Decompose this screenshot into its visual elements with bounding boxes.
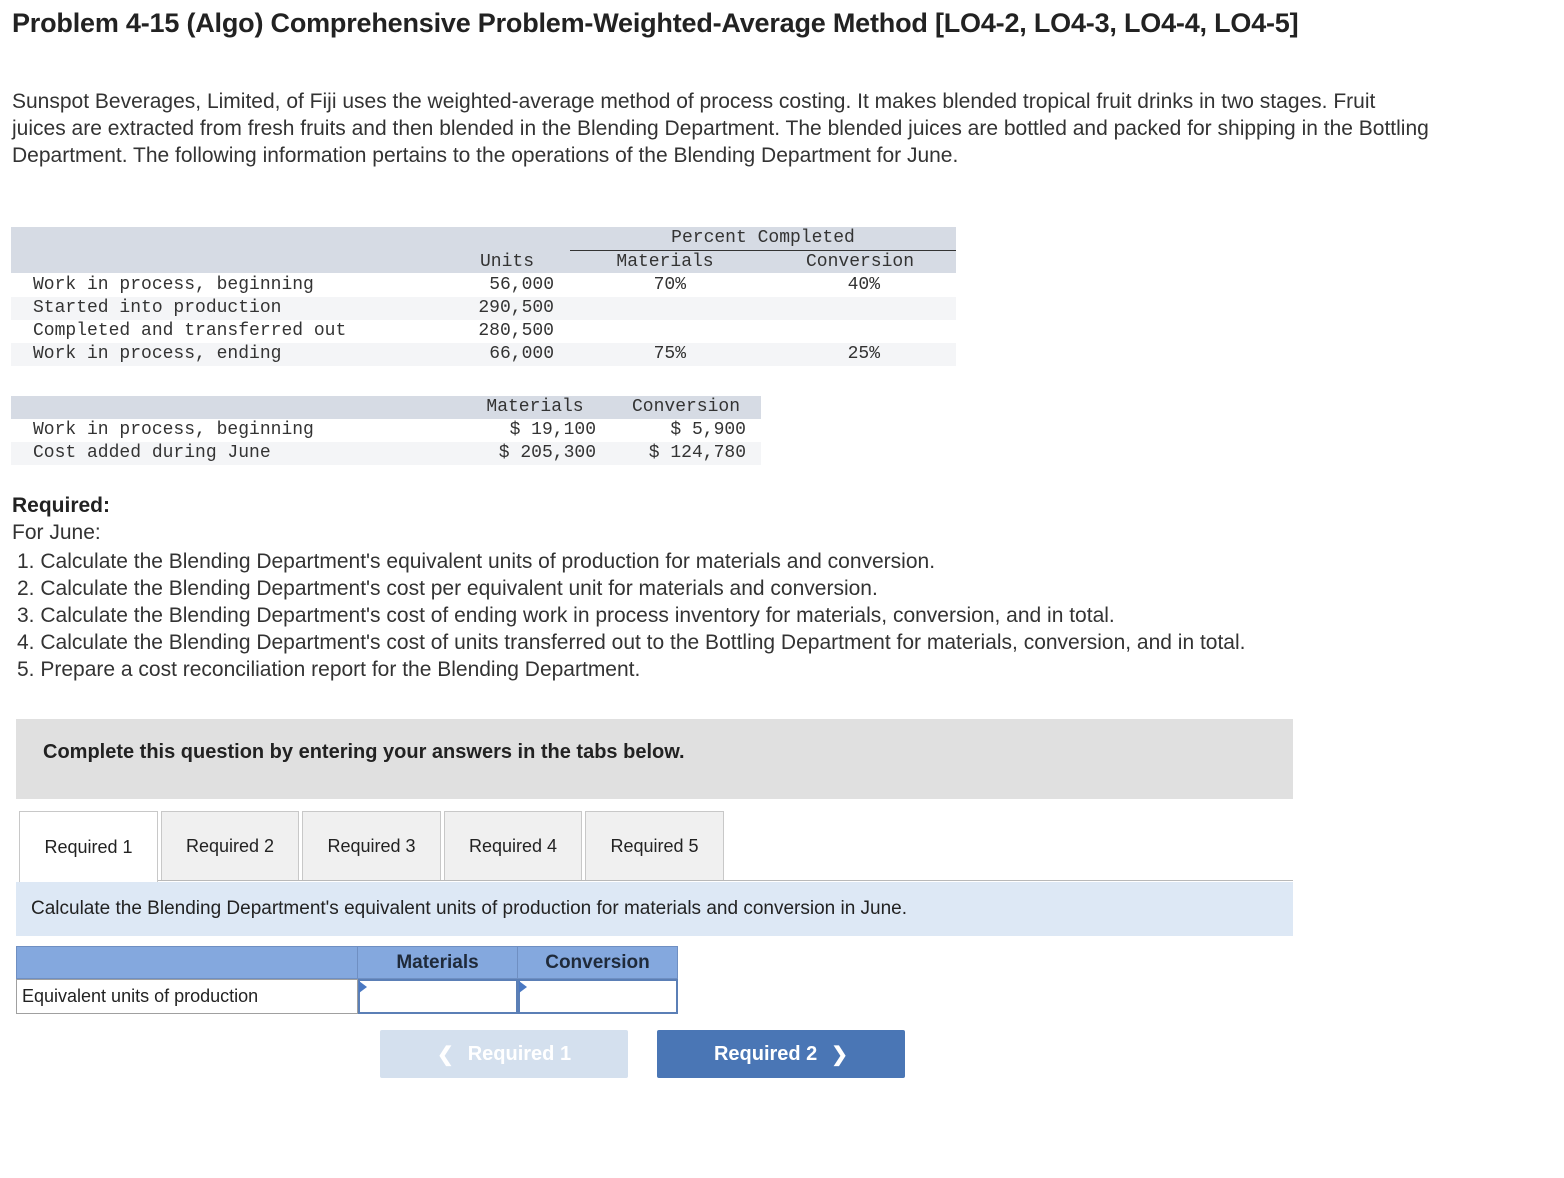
list-item: 4. Calculate the Blending Department's cost of units transferred out to the Bottling Department for materials, conversion, and in total. bbox=[17, 631, 1246, 654]
tab-required-3[interactable]: Required 3 bbox=[302, 811, 441, 881]
row-label: Completed and transferred out bbox=[33, 321, 347, 341]
conversion-column-header: Conversion bbox=[805, 252, 915, 272]
materials-cost: $ 19,100 bbox=[509, 420, 596, 440]
tab-required-2[interactable]: Required 2 bbox=[161, 811, 299, 881]
tab-instruction bbox=[16, 882, 1293, 936]
answer-materials-header: Materials bbox=[357, 946, 518, 979]
cost-conversion-header: Conversion bbox=[631, 397, 741, 417]
tab-required-4[interactable]: Required 4 bbox=[444, 811, 582, 881]
row-label: Work in process, beginning bbox=[33, 275, 314, 295]
required-list bbox=[17, 548, 1246, 683]
conversion-cost: $ 5,900 bbox=[670, 420, 746, 440]
tab-instruction-text: Calculate the Blending Department's equivalent units of production for materials and conversion in June. bbox=[31, 898, 908, 919]
answer-conversion-header: Conversion bbox=[517, 946, 678, 979]
conversion-percent: 25% bbox=[847, 344, 880, 364]
previous-button-label: Required 1 bbox=[467, 1042, 572, 1065]
previous-required-button[interactable] bbox=[380, 1030, 628, 1078]
row-label: Work in process, beginning bbox=[33, 420, 314, 440]
instruction-banner bbox=[16, 719, 1293, 799]
materials-cost: $ 205,300 bbox=[498, 443, 596, 463]
units-column-header: Units bbox=[479, 252, 534, 272]
units-value: 66,000 bbox=[489, 344, 554, 364]
tab-required-5[interactable]: Required 5 bbox=[585, 811, 724, 881]
required-subheading: For June: bbox=[12, 521, 101, 544]
next-button-label: Required 2 bbox=[713, 1042, 818, 1065]
materials-percent: 75% bbox=[653, 344, 686, 364]
input-marker-icon bbox=[359, 981, 367, 993]
conversion-cost: $ 124,780 bbox=[648, 443, 746, 463]
row-label: Started into production bbox=[33, 298, 282, 318]
units-value: 280,500 bbox=[478, 321, 554, 341]
next-required-button[interactable] bbox=[657, 1030, 905, 1078]
list-item: 5. Prepare a cost reconciliation report for the Blending Department. bbox=[17, 658, 641, 681]
equivalent-units-label: Equivalent units of production bbox=[16, 979, 358, 1014]
units-value: 290,500 bbox=[478, 298, 554, 318]
tab-required-1[interactable]: Required 1 bbox=[19, 811, 158, 883]
units-value: 56,000 bbox=[489, 275, 554, 295]
banner-text: Complete this question by entering your answers in the tabs below. bbox=[43, 741, 685, 763]
required-heading: Required: bbox=[12, 494, 111, 517]
page-title: Problem 4-15 (Algo) Comprehensive Problem-Weighted-Average Method [LO4-2, LO4-3, LO4-4, LO4-5] bbox=[12, 8, 1299, 38]
chevron-right-icon: ❯ bbox=[831, 1043, 849, 1066]
input-marker-icon bbox=[519, 981, 527, 993]
chevron-left-icon: ❮ bbox=[436, 1043, 454, 1066]
materials-column-header: Materials bbox=[616, 252, 714, 272]
cost-materials-header: Materials bbox=[486, 397, 584, 417]
row-label: Work in process, ending bbox=[33, 344, 282, 364]
conversion-percent: 40% bbox=[847, 275, 880, 295]
conversion-equivalent-units-input[interactable] bbox=[518, 979, 678, 1014]
problem-intro: Sunspot Beverages, Limited, of Fiji uses the weighted-average method of process costing. It makes blended tropical fruit drinks in two stages. Fruit juices are extracted from fresh fruits and then blended in the Blending Department. The blended juices are bottled and packed for shipping in the Bottling Department. The following information pertains to the operations of the Blending Department for June. bbox=[12, 90, 1429, 167]
tab-divider bbox=[158, 880, 1293, 881]
materials-percent: 70% bbox=[653, 275, 686, 295]
answer-header-blank bbox=[16, 946, 358, 979]
list-item: 3. Calculate the Blending Department's cost of ending work in process inventory for materials, conversion, and in total. bbox=[17, 604, 1115, 627]
list-item: 2. Calculate the Blending Department's cost per equivalent unit for materials and conversion. bbox=[17, 577, 878, 600]
row-label: Cost added during June bbox=[33, 443, 271, 463]
list-item: 1. Calculate the Blending Department's equivalent units of production for materials and conversion. bbox=[17, 550, 936, 573]
percent-completed-header: Percent Completed bbox=[671, 228, 855, 248]
materials-equivalent-units-input[interactable] bbox=[358, 979, 518, 1014]
